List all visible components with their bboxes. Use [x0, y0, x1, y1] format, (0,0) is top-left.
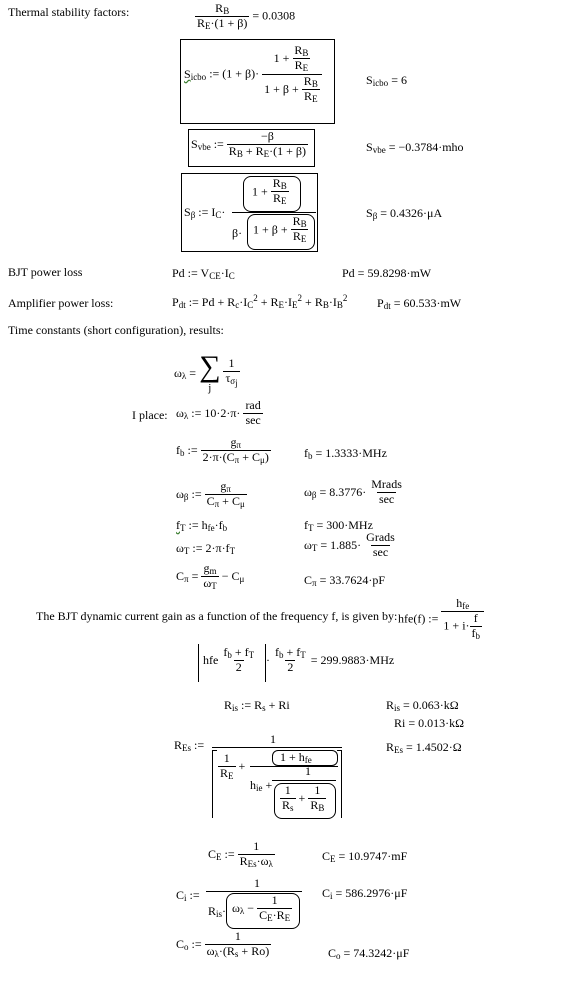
res-num-hfe: $1 + h_{fe}$	[280, 750, 312, 765]
ci-fraction-bar	[206, 891, 302, 892]
ri-result: Ri = 0.013·kΩ	[394, 716, 465, 730]
res-innermost-bar	[272, 780, 336, 781]
sbeta-den: 1 + β + $\frac{R_B}{R_E}$	[253, 214, 307, 245]
ci-lhs: $C_i$ :=	[176, 888, 200, 903]
rb-ratio-value: = 0.0308	[252, 8, 296, 23]
res-lhs: $R_{Es}$ :=	[174, 738, 205, 753]
fT-definition: $f_T$ := $h_{fe}\cdot f_b$	[176, 518, 228, 533]
co-definition: $C_o$ := $\frac{1}{\omega_\lambda\cdot(R_s + Ro)}$	[176, 929, 270, 959]
cpi-result: $C_\pi = 33.7624\cdot pF$	[304, 573, 385, 588]
res-den-first: $\frac{1}{R_E}$ +	[220, 751, 246, 781]
pdt-definition: $P_{dt}$ := $Pd + R_c\cdot I_C^2 + R_E\cdot I_E^2 + R_B\cdot I_B^2$	[172, 293, 348, 310]
cpi-definition: $C_\pi$ = $\frac{g_m}{\omega_T}$ − $C_\mu$	[176, 561, 245, 592]
res-hie: $h_{ie}$ +	[250, 778, 273, 793]
bjt-power-label: BJT power loss	[8, 265, 83, 279]
co-result: $C_o = 74.3242\cdot\mu F$	[328, 946, 410, 961]
amp-power-label: Amplifier power loss:	[8, 296, 114, 310]
res-one: 1	[270, 732, 276, 746]
hfe-definition: hfe(f) := $h_{fe}$ 1 + i· $\frac{f}{f_b}$	[398, 597, 484, 641]
res-result: $R_{Es} = 1.4502\cdot\Omega$	[386, 740, 462, 755]
pd-result: Pd = 59.8298·mW	[342, 266, 432, 280]
pdt-result: $P_{dt} = 60.533\cdot mW$	[377, 296, 462, 311]
ris-definition: $R_{is}$ := $R_s + Ri$	[224, 698, 290, 713]
ci-den: $\omega_\lambda$ − $\frac{1}{C_E\cdot R_E}$	[232, 893, 291, 923]
sicbo-expression: $S_{icbo}$ := (1 + β)· 1 + $\frac{R_B}{R_E}$ 1 + β + $\frac{R_B}{R_E}$	[184, 44, 322, 104]
res-rs-rb: $\frac{1}{R_s}$ + $\frac{1}{R_B}$	[282, 783, 325, 813]
omega-T-definition: $\omega_T$ := $2\cdot\pi\cdot f_T$	[176, 541, 236, 556]
omega-sum-expression: $\omega_\lambda$ = ∑ j $\frac{1}{\tau_{\sigma_j}}$	[174, 350, 238, 394]
omega-lambda-assign: $\omega_\lambda$ := 10·2·π· $\frac{\text{rad}}{\sec}$	[176, 398, 261, 427]
ce-definition: $C_E$ := $\frac{1}{R_{Es}\cdot\omega_\lambda}$	[208, 839, 273, 869]
hfe-product: · $\frac{f_b + f_T}{2}$ = 299.9883·MHz	[266, 645, 395, 675]
sbeta-lhs: $S_\beta$ := $I_C\cdot$	[184, 205, 226, 220]
sigma-symbol: ∑	[199, 350, 221, 383]
omega-beta-result: $\omega_\beta = 8.3776\cdot$ $\frac{\text{Mrads}}{\sec}$	[304, 477, 402, 506]
i-place-label: I place:	[132, 408, 168, 422]
sbeta-num: 1 + $\frac{R_B}{R_E}$	[252, 176, 287, 207]
hfe-mag-value: = 299.9883·MHz	[310, 653, 395, 668]
ris-result: $R_{is} = 0.063\cdot k\Omega$	[386, 698, 459, 713]
ci-one: 1	[254, 876, 260, 890]
svbe-result: $S_{vbe} = -0.3784\cdot mho$	[366, 140, 464, 155]
ci-result: $C_i = 586.2976\cdot\mu F$	[322, 886, 408, 901]
thermal-label: Thermal stability factors:	[8, 5, 130, 19]
rb-ratio-expression: $\frac{R_B}{R_E\cdot(1 + \beta)}$ = 0.0308	[197, 1, 296, 32]
sbeta-fraction-bar	[232, 212, 316, 213]
time-constants-label: Time constants (short configuration), results:	[8, 323, 224, 337]
pd-definition: Pd := $V_{CE}\cdot I_C$	[172, 266, 235, 281]
fb-result: $f_b = 1.3333\cdot MHz$	[304, 446, 387, 461]
ce-result: $C_E = 10.9747\cdot mF$	[322, 849, 408, 864]
fT-result: $f_T = 300\cdot MHz$	[304, 518, 373, 533]
svbe-expression: $S_{vbe}$ := $\frac{-\beta}{R_B + R_E\cdot(1 + \beta)}$	[191, 129, 306, 159]
sbeta-result: $S_\beta = 0.4326\cdot\mu A$	[366, 206, 443, 221]
sbeta-den-beta: β·	[232, 226, 243, 240]
hfe-abs-expression: hfe $\frac{f_b + f_T}{2}$	[203, 645, 255, 675]
res-inner-one: 1	[305, 764, 311, 778]
fb-definition: $f_b$ := $\frac{g_\pi}{2\cdot\pi\cdot(C_\pi + C_\mu)}$	[176, 435, 269, 466]
res-main-fraction-bar	[212, 747, 342, 748]
omega-T-result: $\omega_T = 1.885\cdot$ $\frac{\text{Grads}}{\sec}$	[304, 530, 395, 559]
sicbo-result: $S_{icbo} = 6$	[366, 73, 407, 88]
res-inner-fraction-bar	[250, 766, 338, 767]
ci-ris: $R_{is}\cdot$	[208, 904, 227, 919]
dynamic-gain-label: The BJT dynamic current gain as a function of the frequency f, is given by:	[36, 609, 398, 623]
omega-beta-definition: $\omega_\beta$ := $\frac{g_\pi}{C_\pi + C_\mu}$	[176, 479, 245, 510]
